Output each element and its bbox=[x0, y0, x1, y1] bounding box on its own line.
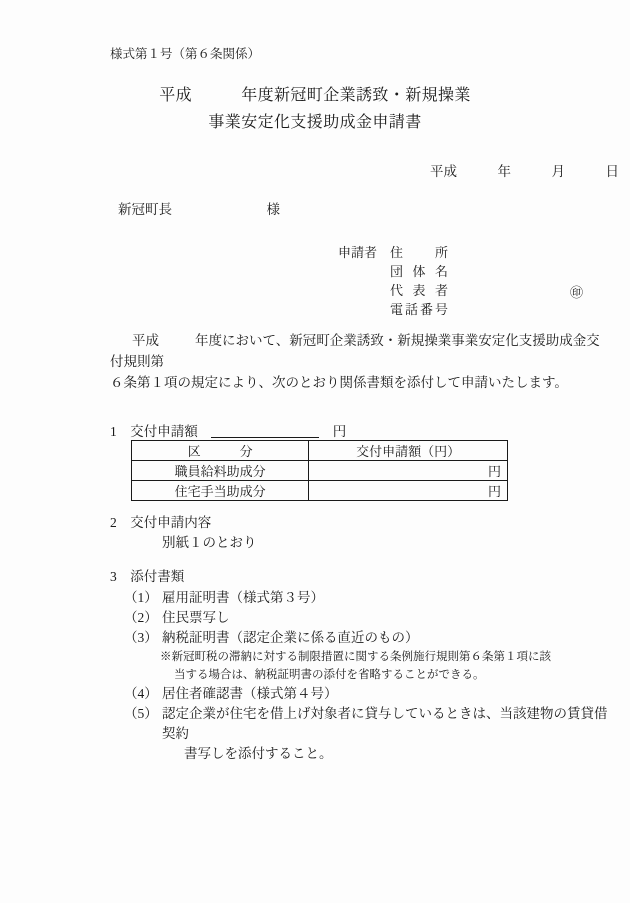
item-text-line-2: 書写しを添付すること。 bbox=[184, 746, 333, 761]
label-char: 代 bbox=[390, 283, 404, 298]
section-1-unit: 円 bbox=[332, 424, 347, 439]
amount-input-blank[interactable] bbox=[211, 422, 319, 438]
cell-division-housing: 住宅手当助成分 bbox=[132, 481, 309, 501]
section-3-heading bbox=[110, 570, 184, 584]
label-char: 住 bbox=[390, 245, 404, 260]
list-item bbox=[124, 684, 614, 704]
applicant-label-organization bbox=[390, 261, 448, 280]
label-char: 表 bbox=[412, 283, 426, 298]
grant-amount-table bbox=[131, 440, 508, 501]
table-row bbox=[132, 461, 508, 481]
label-char: 話 bbox=[404, 302, 418, 317]
applicant-row-organization bbox=[338, 261, 448, 280]
item-text: 住民票写し bbox=[162, 610, 230, 625]
list-item bbox=[124, 608, 614, 628]
label-char: 番 bbox=[419, 302, 433, 317]
body-line1-rest: 年度において、新冠町企業誘致・新規操業事業安定化支援助成金交付規則第 bbox=[110, 333, 600, 369]
section-1-title: 交付申請額 bbox=[130, 424, 198, 439]
document-title-line-2: 事業安定化支援助成金申請書 bbox=[208, 114, 422, 131]
seal-mark-icon: ㊞ bbox=[570, 285, 584, 300]
applicant-label-representative bbox=[390, 280, 448, 299]
item-text: 居住者確認書（様式第４号） bbox=[162, 686, 338, 701]
label-char: 電 bbox=[390, 302, 404, 317]
body-line2: ６条第１項の規定により、次のとおり関係書類を添付して申請いたします。 bbox=[110, 375, 568, 390]
form-number: 様式第１号（第６条関係） bbox=[110, 47, 261, 61]
section-3-number: 3 bbox=[110, 569, 117, 584]
label-char: 所 bbox=[434, 245, 448, 260]
item-text bbox=[162, 704, 614, 764]
section-3-title: 添付書類 bbox=[130, 569, 185, 584]
section-1-number: 1 bbox=[110, 424, 117, 439]
applicant-heading: 申請者 bbox=[338, 245, 378, 260]
list-item bbox=[124, 704, 614, 764]
date-line: 平成 年 月 日 bbox=[430, 164, 619, 179]
section-2-number: 2 bbox=[110, 515, 117, 530]
item-text-line-1: 認定企業が住宅を借上げ対象者に貸与しているときは、当該建物の賃貸借契約 bbox=[162, 706, 608, 741]
body-line1-prefix: 平成 bbox=[132, 333, 159, 348]
applicant-row-representative bbox=[338, 280, 448, 299]
addressee: 新冠町長 様 bbox=[118, 202, 280, 217]
label-char: 名 bbox=[434, 264, 448, 279]
body-paragraph bbox=[110, 330, 610, 393]
label-char: 団 bbox=[390, 264, 404, 279]
section-2-content: 別紙１のとおり bbox=[162, 535, 257, 550]
note-line-2: 当する場合は、納税証明書の添付を省略することができる。 bbox=[174, 669, 485, 681]
item-marker: （1） bbox=[124, 590, 158, 605]
item-marker: （4） bbox=[124, 686, 158, 701]
section-1-heading bbox=[110, 422, 346, 439]
section-2-title: 交付申請内容 bbox=[130, 515, 212, 530]
list-item bbox=[124, 628, 614, 648]
item-marker: （2） bbox=[124, 610, 158, 625]
header-amount: 交付申請額（円） bbox=[309, 441, 508, 461]
item-marker: （5） bbox=[124, 706, 158, 721]
section-2-heading bbox=[110, 516, 211, 530]
tax-certificate-note bbox=[124, 648, 614, 684]
table-header-row bbox=[132, 441, 508, 461]
item-marker: （3） bbox=[124, 630, 158, 645]
header-division: 区 分 bbox=[132, 441, 309, 461]
label-char: 体 bbox=[412, 264, 426, 279]
item-text: 納税証明書（認定企業に係る直近のもの） bbox=[162, 630, 419, 645]
cell-amount-housing[interactable]: 円 bbox=[309, 481, 508, 501]
applicant-label-address bbox=[390, 242, 448, 261]
applicant-label-phone bbox=[390, 299, 448, 318]
label-char: 号 bbox=[434, 302, 448, 317]
table-row bbox=[132, 481, 508, 501]
applicant-row-phone bbox=[338, 299, 448, 318]
item-text: 雇用証明書（様式第３号） bbox=[162, 590, 324, 605]
list-item bbox=[124, 588, 614, 608]
attachment-list bbox=[124, 588, 614, 764]
note-line-1: ※新冠町税の滞納に対する制限措置に関する条例施行規則第６条第１項に該 bbox=[160, 651, 551, 663]
applicant-row-address bbox=[338, 242, 448, 261]
label-char: 者 bbox=[434, 283, 448, 298]
document-title-line-1: 平成 年度新冠町企業誘致・新規操業 bbox=[159, 87, 471, 104]
cell-amount-salary[interactable]: 円 bbox=[309, 461, 508, 481]
cell-division-salary: 職員給料助成分 bbox=[132, 461, 309, 481]
applicant-block bbox=[338, 242, 584, 318]
